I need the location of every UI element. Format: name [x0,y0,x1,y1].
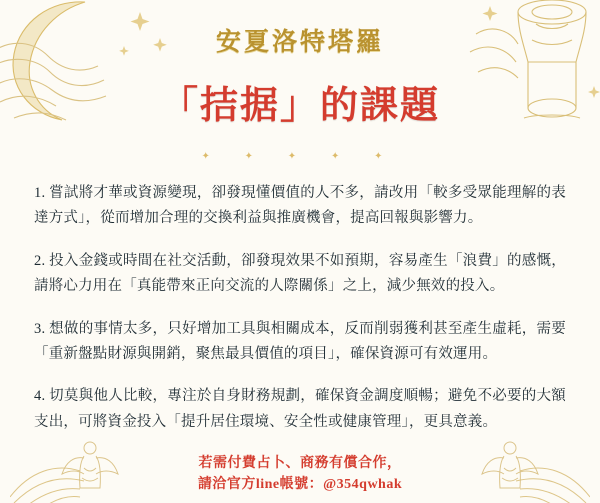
brand-title: 安夏洛特塔羅 [215,29,384,56]
footer-line-1: 若需付費占卜、商務有償合作， [198,456,402,471]
ornamental-divider [100,151,500,163]
paragraph-3: 3. 想做的事情太多，只好增加工具與相關成本，反而削弱獲利甚至產生虛耗，需要「重新盤點財源與開銷，聚焦最具價值的項目」，確保資源可有效運用。 [34,320,566,362]
content-body [34,181,566,435]
paragraph-1: 1. 嘗試將才華或資源變現，卻發現懂價值的人不多，請改用「較多受眾能理解的表達方式」，從而增加合理的交換利益與推廣機會，提高回報與影響力。 [34,185,566,227]
footer-contact [0,453,600,495]
footer-line-2[interactable]: 請洽官方line帳號：@354qwhak [197,477,403,492]
paragraph-2: 2. 投入金錢或時間在社交活動，卻發現效果不如預期，容易產生「浪費」的感慨，請將心力用在「真能帶來正向交流的人際關係」之上，減少無效的投入。 [34,252,566,295]
paragraph-4: 4. 切莫與他人比較，專注於自身財務規劃，確保資金調度順暢；避免不必要的大額支出，可將資金投入「提升居住環境、安全性或健康管理」，更具意義。 [34,388,566,430]
page-title: 「拮据」的課題 [159,85,440,127]
divider-diamonds: ✦ ✦ ✦ ✦ ✦ [201,151,399,162]
card-header [0,0,600,163]
